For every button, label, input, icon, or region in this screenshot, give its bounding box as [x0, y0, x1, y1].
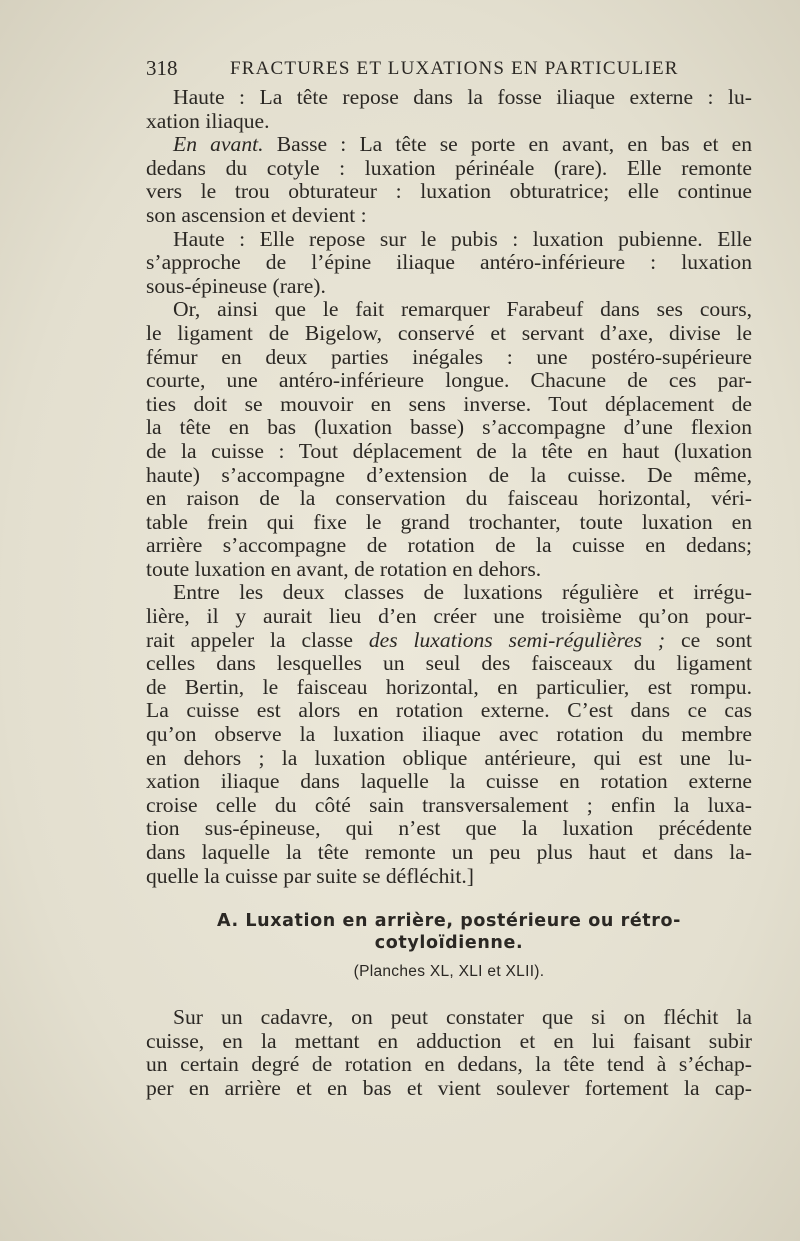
text-line: Sur un cadavre, on peut constater que si on fléchit la — [173, 1005, 752, 1030]
text-line: en raison de la conservation du faisceau horizontal, véri- — [146, 486, 752, 511]
plates-reference: (Planches XL, XLI et XLII). — [353, 963, 545, 981]
text-line: Haute : Elle repose sur le pubis : luxation pubienne. Elle — [173, 226, 752, 251]
text-line: croise celle du côté sain transversalement ; enfin la luxa- — [146, 792, 752, 817]
text-line: quelle la cuisse par suite se défléchit.] — [146, 863, 474, 888]
text-line: table frein qui fixe le grand trochanter, toute luxation en — [146, 509, 752, 534]
text-line: per en arrière et en bas et vient soulever fortement la cap- — [146, 1075, 752, 1100]
text-line: vers le trou obturateur : luxation obturatrice; elle continue — [146, 179, 752, 204]
text-line: cuisse, en la mettant en adduction et en lui faisant subir — [146, 1028, 752, 1053]
text-line: en dehors ; la luxation oblique antérieure, qui est une lu- — [146, 745, 752, 770]
text-line: toute luxation en avant, de rotation en dehors. — [146, 556, 542, 581]
running-head — [146, 50, 752, 86]
text-line: celles dans lesquelles un seul des faisceaux du ligament — [146, 651, 752, 676]
text-line: la tête en bas (luxation basse) s’accompagne d’une flexion — [146, 415, 752, 440]
text-line: fémur en deux parties inégales : une postéro-supérieure — [146, 344, 752, 369]
section-heading-line-2: cotyloïdienne. — [374, 933, 524, 954]
body-text — [146, 86, 752, 888]
text-line: Or, ainsi que le fait remarquer Farabeuf dans ses cours, — [173, 297, 752, 322]
text-line: ties doit se mouvoir en sens inverse. Tout déplacement de — [146, 391, 752, 416]
text-line: En avant. Basse : La tête se porte en avant, en bas et en — [173, 132, 752, 157]
text-line: xation iliaque. — [146, 108, 270, 133]
text-line: Entre les deux classes de luxations régulière et irrégu- — [173, 580, 752, 605]
text-line: rait appeler la classe des luxations semi-régulières ; ce sont — [146, 627, 752, 652]
text-line: sous-épineuse (rare). — [146, 273, 326, 298]
text-line: qu’on observe la luxation iliaque avec rotation du membre — [146, 722, 752, 747]
text-line: le ligament de Bigelow, conservé et servant d’axe, divise le — [146, 320, 752, 345]
text-line: La cuisse est alors en rotation externe. C’est dans ce cas — [146, 698, 752, 723]
text-line: tion sus-épineuse, qui n’est que la luxation précédente — [146, 816, 752, 841]
text-line: haute) s’accompagne d’extension de la cuisse. De même, — [146, 462, 752, 487]
page-number: 318 — [146, 56, 178, 80]
text-line: courte, une antéro-inférieure longue. Chacune de ces par- — [146, 368, 752, 393]
text-line: dedans du cotyle : luxation périnéale (rare). Elle remonte — [146, 155, 752, 180]
italic-text: des luxations semi-régulières ; — [368, 627, 666, 652]
text-line: s’approche de l’épine iliaque antéro-inférieure : luxation — [146, 250, 752, 275]
text-line: son ascension et devient : — [146, 202, 367, 227]
text-line: de Bertin, le faisceau horizontal, en particulier, est rompu. — [146, 674, 752, 699]
section-heading-line-1: A. Luxation en arrière, postérieure ou rétro- — [217, 911, 681, 932]
running-title: FRACTURES ET LUXATIONS EN PARTICULIER — [230, 58, 679, 79]
text-line: un certain degré de rotation en dedans, la tête tend à s’échap- — [146, 1052, 752, 1077]
text-line: arrière s’accompagne de rotation de la cuisse en dedans; — [146, 533, 752, 558]
text-line: dans laquelle la tête remonte un peu plus haut et dans la- — [146, 840, 752, 864]
section-heading — [146, 910, 752, 954]
text-line: lière, il y aurait lieu d’en créer une troisième qu’on pour- — [146, 604, 752, 629]
text-line: xation iliaque dans laquelle la cuisse en rotation externe — [146, 769, 752, 794]
book-page — [146, 50, 752, 1101]
section-body-text — [146, 1006, 752, 1100]
text-line: de la cuisse : Tout déplacement de la tête en haut (luxation — [146, 438, 752, 463]
italic-text: En avant. — [173, 132, 264, 157]
text-line: Haute : La tête repose dans la fosse iliaque externe : lu- — [173, 85, 752, 109]
